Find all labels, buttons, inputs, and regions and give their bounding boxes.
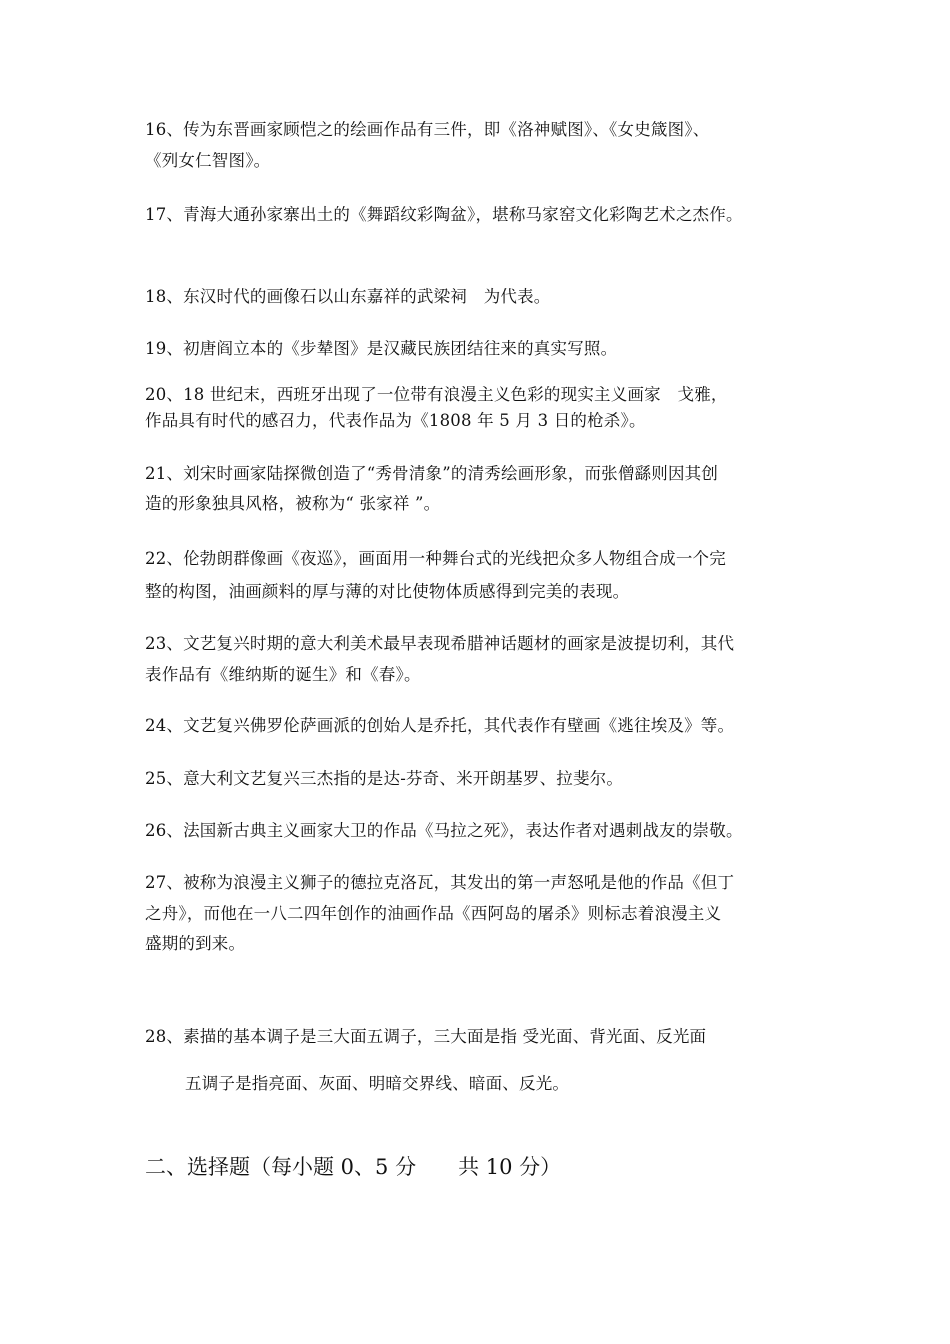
item-27-line-1: 27、被称为浪漫主义狮子的德拉克洛瓦，其发出的第一声怒吼是他的作品《但丁 xyxy=(145,873,735,892)
section-title: 二、选择题（每小题 0、5 分 共 10 分） xyxy=(145,1155,562,1179)
item-26-line-1: 26、法国新古典主义画家大卫的作品《马拉之死》，表达作者对遇刺战友的崇敬。 xyxy=(145,821,743,840)
item-19-line-1: 19、初唐阎立本的《步辇图》是汉藏民族团结往来的真实写照。 xyxy=(145,339,618,358)
item-20-line-1: 20、18 世纪末，西班牙出现了一位带有浪漫主义色彩的现实主义画家 戈雅， xyxy=(145,385,728,404)
item-23-line-1: 23、文艺复兴时期的意大利美术最早表现希腊神话题材的画家是波提切利，其代 xyxy=(145,634,735,653)
item-25-line-1: 25、意大利文艺复兴三杰指的是达-芬奇、米开朗基罗、拉斐尔。 xyxy=(145,769,624,788)
item-22-line-2: 整的构图，油画颜料的厚与薄的对比使物体质感得到完美的表现。 xyxy=(145,582,630,601)
item-17-line-1: 17、青海大通孙家寨出土的《舞蹈纹彩陶盆》，堪称马家窑文化彩陶艺术之杰作。 xyxy=(145,205,743,224)
item-20-line-2: 作品具有时代的感召力，代表作品为《1808 年 5 月 3 日的枪杀》。 xyxy=(145,411,646,430)
item-27-line-3: 盛期的到来。 xyxy=(145,934,246,953)
item-21-line-1: 21、刘宋时画家陆探微创造了“秀骨清象”的清秀绘画形象，而张僧繇则因其创 xyxy=(145,464,719,483)
item-22-line-1: 22、伦勃朗群像画《夜巡》，画面用一种舞台式的光线把众多人物组合成一个完 xyxy=(145,549,726,568)
item-28-line-2: 五调子是指亮面、灰面、明暗交界线、暗面、反光。 xyxy=(185,1074,570,1093)
item-18-line-1: 18、东汉时代的画像石以山东嘉祥的武梁祠 为代表。 xyxy=(145,287,551,306)
item-23-line-2: 表作品有《维纳斯的诞生》和《春》。 xyxy=(145,665,421,684)
item-16-line-2: 《列女仁智图》。 xyxy=(145,151,271,170)
item-21-line-2: 造的形象独具风格，被称为“ 张家祥 ”。 xyxy=(145,494,441,513)
item-28-line-1: 28、素描的基本调子是三大面五调子，三大面是指 受光面、背光面、反光面 xyxy=(145,1027,707,1046)
item-24-line-1: 24、文艺复兴佛罗伦萨画派的创始人是乔托，其代表作有壁画《逃往埃及》等。 xyxy=(145,716,735,735)
item-27-line-2: 之舟》，而他在一八二四年创作的油画作品《西阿岛的屠杀》则标志着浪漫主义 xyxy=(145,904,722,923)
item-16-line-1: 16、传为东晋画家顾恺之的绘画作品有三件，即《洛神赋图》、《女史箴图》、 xyxy=(145,120,710,139)
